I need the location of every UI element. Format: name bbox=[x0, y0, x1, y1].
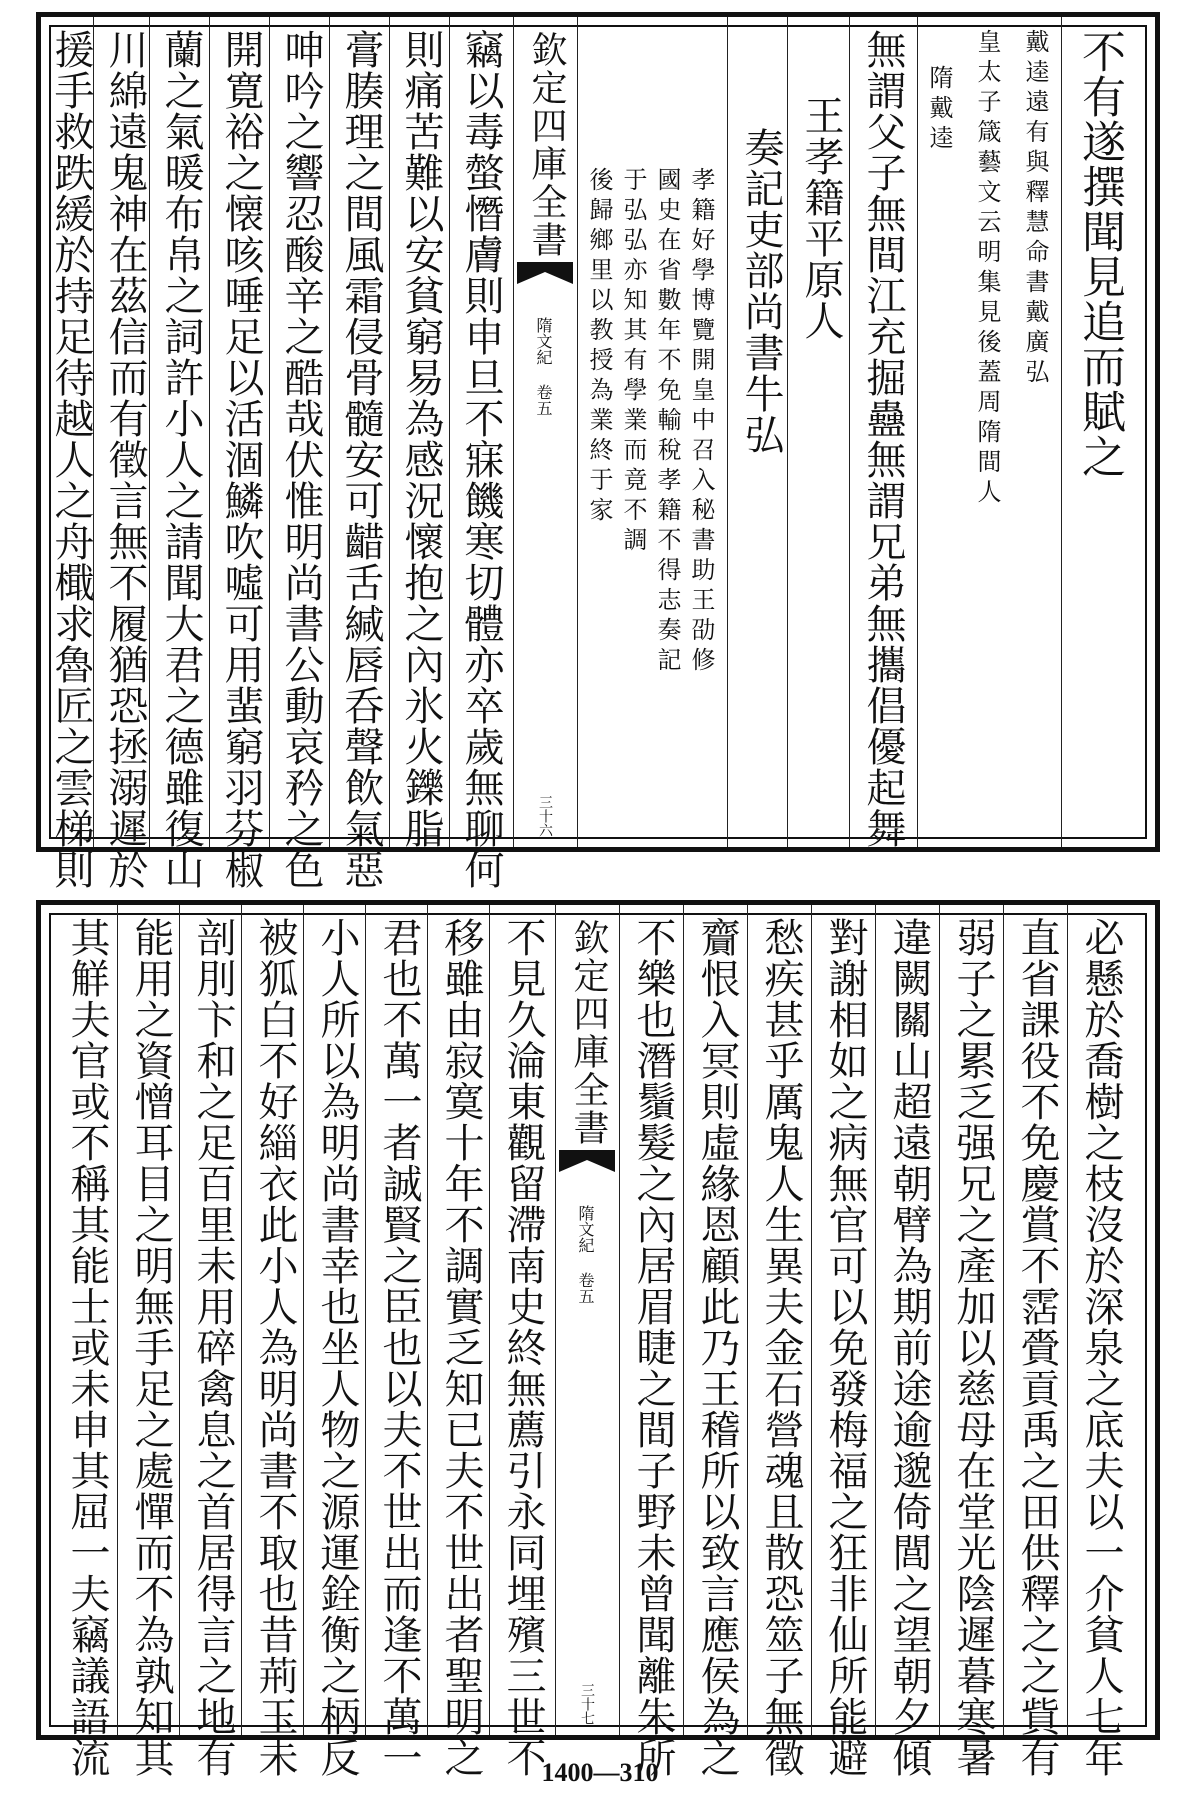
fishtail-mark-icon bbox=[559, 1150, 615, 1180]
text-column: 不樂也潛鬚髮之內居眉睫之間子野未曾聞離朱所 bbox=[630, 917, 676, 1778]
folio-number: 三十六 bbox=[537, 795, 553, 837]
text-column: 則痛苦難以安貧窮易為感況懷抱之內氷火鑠脂 bbox=[398, 29, 444, 849]
text-column: 竊以毒螫憯膚則申旦不寐饑寒切體亦卒歲無聊何 bbox=[458, 29, 504, 890]
text-column: 小人所以為明尚書幸也坐人物之源運銓衡之柄反 bbox=[314, 917, 360, 1778]
annotation-column: 隋戴逵 bbox=[925, 65, 953, 155]
text-column: 違闕關山超遠朝臂為期前途逾邈倚閭之望朝夕傾 bbox=[886, 917, 932, 1778]
chapter-label: 隋文紀 卷五 bbox=[576, 1205, 595, 1304]
book-title: 欽定四庫全書 bbox=[526, 31, 567, 259]
annotation-column: 皇太子箴藝文云明集見後蓋周隋間人 bbox=[973, 29, 1001, 509]
folio-number: 三十七 bbox=[579, 1683, 595, 1725]
text-column: 不見久淪東觀留滯南史終無薦引永同埋殯三世不 bbox=[500, 917, 546, 1778]
text-column: 能用之資憎耳目之明無手足之處憚而不為孰知其 bbox=[128, 917, 174, 1778]
text-column: 膏腠理之間風霜侵骨髓安可齰舌緘唇呑聲飲氣惡 bbox=[338, 29, 384, 890]
annotation-column: 戴逵遠有與釋慧命書戴廣弘 bbox=[1021, 29, 1049, 389]
center-margin bbox=[555, 905, 619, 1735]
top-page-frame bbox=[36, 12, 1160, 890]
text-column: 愁疾甚乎厲鬼人生異夫金石營魂且散恐筮子無徵 bbox=[758, 917, 804, 1778]
text-column: 蘭之氣暖布帛之詞許小人之請聞大君之德雖復山 bbox=[158, 29, 204, 890]
text-column: 奏記吏部尚書牛弘 bbox=[738, 127, 784, 455]
text-column: 開寛裕之懐咳唾足以活涸鱗吹噓可用蜚窮羽芬椒 bbox=[218, 29, 264, 890]
annotation-column: 國史在省數年不免輸稅孝籍不得志奏記 bbox=[653, 167, 681, 677]
text-column: 直省課役不免慶賞不霑賫貢禹之田供釋之之貲有 bbox=[1014, 917, 1060, 1778]
text-column: 川綿遠鬼神在茲信而有徵言無不履猶恐拯溺遲於 bbox=[102, 29, 148, 890]
text-column: 不有遂撰聞見追而賦之 bbox=[1074, 29, 1125, 479]
text-column: 被狐白不好緇衣此小人為明尚書不取也昔荊玉未 bbox=[252, 917, 298, 1778]
text-column: 弱子之累乏强兄之產加以慈母在堂光陰遲暮寒暑 bbox=[950, 917, 996, 1778]
text-column: 無謂父子無間江充掘蠱無謂兄弟無攜倡優起舞 bbox=[860, 29, 906, 849]
text-column: 其觧夫官或不稱其能士或未申其屈一夫竊議語流 bbox=[64, 917, 110, 1778]
text-column: 君也不萬一者誠賢之臣也以夫不世出而逢不萬一 bbox=[376, 917, 422, 1778]
fishtail-mark-icon bbox=[517, 262, 573, 292]
book-title: 欽定四庫全書 bbox=[568, 919, 609, 1147]
page-number: 1400—310 bbox=[541, 1758, 659, 1787]
text-column: 齎恨入冥則虛緣恩顧此乃王稽所以致言應侯為之 bbox=[694, 917, 740, 1778]
text-column: 援手救跌緩於持足待越人之舟檝求魯匠之雲梯則 bbox=[48, 29, 94, 890]
text-column: 剖刖卞和之足百里未用碎禽息之首居得言之地有 bbox=[190, 917, 236, 1778]
center-margin bbox=[513, 17, 577, 847]
annotation-column: 孝籍好學博覽開皇中召入秘書助王劭修 bbox=[687, 167, 715, 677]
chapter-label: 隋文紀 卷五 bbox=[534, 317, 553, 416]
text-column: 呻吟之響忍酸辛之酷哉伏惟明尚書公動哀矜之色 bbox=[278, 29, 324, 890]
text-column: 必懸於喬樹之枝沒於深泉之底夫以一介貧人七年 bbox=[1078, 917, 1124, 1778]
annotation-column: 于弘弘亦知其有學業而竟不調 bbox=[619, 167, 647, 557]
annotation-column: 後歸鄉里以教授為業終于家 bbox=[585, 167, 613, 527]
text-column: 王孝籍平原人 bbox=[798, 95, 844, 341]
text-column: 對謝相如之病無官可以免發梅福之狂非仙所能避 bbox=[822, 917, 868, 1778]
text-column: 移雖由寂寞十年不調實乏知已夫不世出者聖明之 bbox=[438, 917, 484, 1778]
